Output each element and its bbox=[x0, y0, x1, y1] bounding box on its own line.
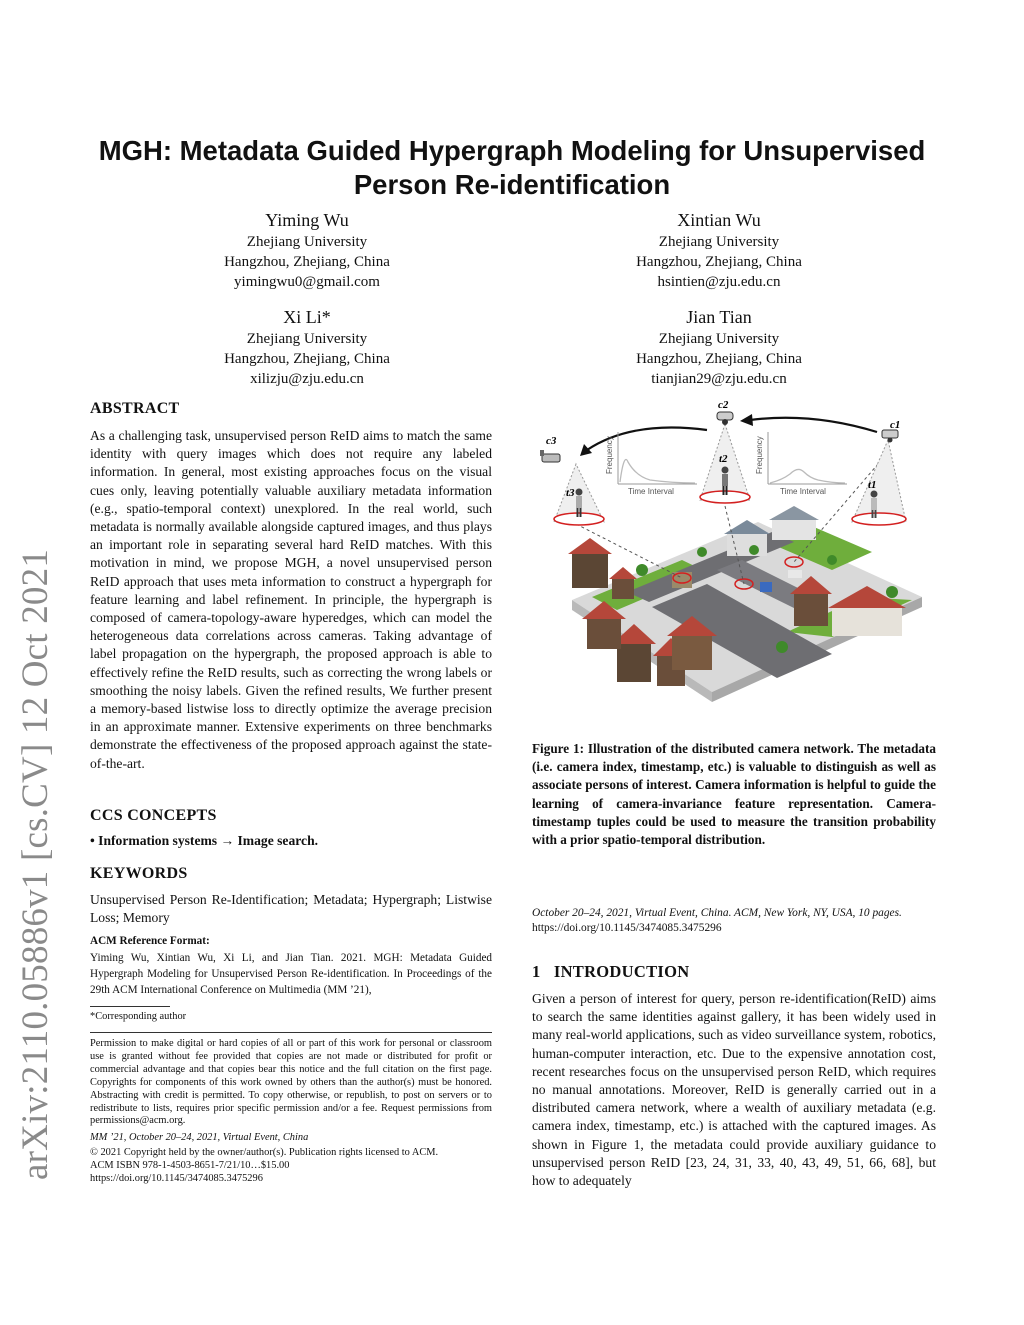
arrow-head bbox=[580, 444, 592, 456]
reference-format-heading: ACM Reference Format: bbox=[90, 935, 210, 947]
copyright-line: © 2021 Copyright held by the owner/author(s). Publication rights licensed to ACM. bbox=[90, 1147, 439, 1158]
title-line-2: Person Re-identification bbox=[353, 169, 671, 200]
keywords-heading: KEYWORDS bbox=[90, 865, 188, 882]
doi-line: https://doi.org/10.1145/3474085.3475296 bbox=[90, 1173, 263, 1184]
author-block-1 bbox=[157, 208, 457, 292]
intro-title: INTRODUCTION bbox=[553, 962, 690, 981]
author-location: Hangzhou, Zhejiang, China bbox=[224, 351, 390, 367]
intro-text: Given a person of interest for query, person re-identification(ReID) aims to search the same identities against gallery, it has been widely used in many real-world applications, such as video surveillance system, robotics, human-computer interaction, etc. Due to the expensive annotation cost, recent researches focus on the unsupervised person ReID, which requires no manual annotations. Moreover, ReID is generally carried out in a distributed camera network, where a wealth of auxiliary metadata (e.g. camera index, timestamp, etc.) is attached with the captured images. As shown in Figure 1, the metadata could provide auxiliary guidance to unsupervised person ReID [23, 24, 31, 33, 40, 43, 49, 51, 66, 68], but how to adequately bbox=[532, 991, 936, 1189]
author-affiliation: Zhejiang University bbox=[658, 331, 780, 347]
axis-label-time: Time Interval bbox=[628, 487, 674, 496]
author-email: xilizju@zju.edu.cn bbox=[250, 371, 364, 387]
cam-label-c1: c1 bbox=[890, 419, 901, 431]
distribution-plot-left bbox=[605, 432, 697, 496]
camera-icon bbox=[717, 412, 733, 425]
author-name: Xintian Wu bbox=[677, 210, 761, 230]
time-label-t1: t1 bbox=[868, 479, 877, 491]
intro-heading bbox=[532, 962, 689, 982]
conference-line: MM ’21, October 20–24, 2021, Virtual Event, China bbox=[90, 1132, 309, 1143]
author-location: Hangzhou, Zhejiang, China bbox=[636, 254, 802, 270]
figure-caption: Figure 1: Illustration of the distributed camera network. The metadata (i.e. camera index, timestamp, etc.) is valuable to distinguish as well as associate persons of interest. Camera information is helpful to guide the learning of camera-invariance feature representation. Camera-timestamp tuples could be used to measure the transition probability with a prior spatio-temporal distribution. bbox=[532, 741, 936, 848]
author-name: Xi Li* bbox=[283, 307, 331, 327]
permission-notice: Permission to make digital or hard copies of all or part of this work for personal or classroom use is granted without fee provided that copies are not made or distributed for profit or commercial advantage and that copies bear this notice and the full citation on the first page. Copyrights for components of this work owned by others than the author(s) must be honored. Abstracting with credit is permitted. To copy otherwise, or republish, to post on servers or to redistribute to lists, requires prior specific permission and/or a fee. Request permissions from permissions@acm.org. bbox=[90, 1038, 492, 1127]
view-ellipse bbox=[852, 513, 906, 525]
author-location: Hangzhou, Zhejiang, China bbox=[636, 351, 802, 367]
venue-line bbox=[532, 905, 936, 922]
time-label-t3: t3 bbox=[566, 487, 575, 499]
abstract-text: As a challenging task, unsupervised person ReID aims to match the same identity with query images which does not require any labeled information. In general, most existing approaches focus on the visual cues only, leaving potentially valuable auxiliary metadata information (e.g., spatio-temporal context) unexplored. In the real world, such metadata is normally available alongside captured images, and thus plays an important role in separating several hard ReID matches. With this motivation in mind, we propose MGH, a novel unsupervised person ReID approach that uses meta information to construct a hypergraph for feature learning and label refinement. In principle, the hypergraph is composed of camera-topology-aware hyperedges, which can model the heterogeneous data correlations across cameras. Taking advantage of label propagation on the hypergraph, the proposed approach is able to effectively refine the ReID results, such as correcting the wrong labels or smoothing the noisy labels. Given the refined results, We further present a memory-based listwise loss to directly optimize the average precision in an approximate manner. Extensive experiments on three benchmarks demonstrate the effectiveness of the proposed approach against the state-of-the-art. bbox=[90, 428, 492, 771]
author-affiliation: Zhejiang University bbox=[246, 331, 368, 347]
author-location: Hangzhou, Zhejiang, China bbox=[224, 254, 390, 270]
author-email: tianjian29@zju.edu.cn bbox=[651, 371, 787, 387]
ccs-heading: CCS CONCEPTS bbox=[90, 807, 217, 824]
arxiv-stamp: arXiv:2110.05886v1 [cs.CV] 12 Oct 2021 bbox=[15, 548, 56, 1180]
author-email: yimingwu0@gmail.com bbox=[234, 274, 380, 290]
keywords-text: Unsupervised Person Re-Identification; Metadata; Hypergraph; Listwise Loss; Memory bbox=[90, 892, 492, 926]
view-ellipse bbox=[554, 513, 604, 525]
permission-rule bbox=[90, 1032, 492, 1033]
author-affiliation: Zhejiang University bbox=[658, 234, 780, 250]
venue-doi: https://doi.org/10.1145/3474085.3475296 bbox=[532, 922, 722, 934]
isbn-line: ACM ISBN 978-1-4503-8651-7/21/10…$15.00 bbox=[90, 1160, 290, 1171]
author-affiliation: Zhejiang University bbox=[246, 234, 368, 250]
arrow-head bbox=[740, 414, 753, 426]
transition-arrow bbox=[750, 418, 877, 432]
intro-number: 1 bbox=[532, 962, 541, 981]
author-block-3 bbox=[157, 305, 457, 389]
reference-format-text: Yiming Wu, Xintian Wu, Xi Li, and Jian Tian. 2021. MGH: Metadata Guided Hypergraph Modeling for Unsupervised Person Re-identification. In Proceedings of the 29th ACM International Conference on Multimedia (MM ’21), bbox=[90, 952, 492, 997]
author-email: hsintien@zju.edu.cn bbox=[657, 274, 781, 290]
axis-label-time: Time Interval bbox=[780, 487, 826, 496]
ccs-text: • Information systems → Image search. bbox=[90, 833, 319, 848]
author-name: Jian Tian bbox=[686, 307, 752, 327]
cam-label-c2: c2 bbox=[718, 399, 729, 411]
title-line-1: MGH: Metadata Guided Hypergraph Modeling for Unsupervised bbox=[98, 135, 926, 166]
camera-icon bbox=[540, 450, 560, 462]
footnote-rule bbox=[90, 1006, 170, 1007]
figure-1 bbox=[532, 392, 936, 732]
time-label-t2: t2 bbox=[719, 453, 728, 465]
distribution-plot-right bbox=[755, 432, 847, 496]
author-block-4 bbox=[569, 305, 869, 389]
footnote: *Corresponding author bbox=[90, 1011, 187, 1022]
axis-label-frequency: Frequency bbox=[755, 436, 764, 474]
view-cone bbox=[852, 440, 906, 522]
cam-label-c3: c3 bbox=[546, 435, 557, 447]
view-ellipse bbox=[700, 491, 750, 503]
author-block-2 bbox=[569, 208, 869, 292]
axis-label-frequency: Frequency bbox=[605, 436, 614, 474]
author-name: Yiming Wu bbox=[265, 210, 349, 230]
venue-line-1: October 20–24, 2021, Virtual Event, China. ACM, New York, NY, USA, 10 pages. bbox=[532, 907, 902, 919]
camera-network-illustration bbox=[532, 392, 936, 732]
paper-title bbox=[60, 134, 964, 202]
abstract-heading: ABSTRACT bbox=[90, 400, 180, 417]
camera-icon bbox=[882, 430, 898, 443]
